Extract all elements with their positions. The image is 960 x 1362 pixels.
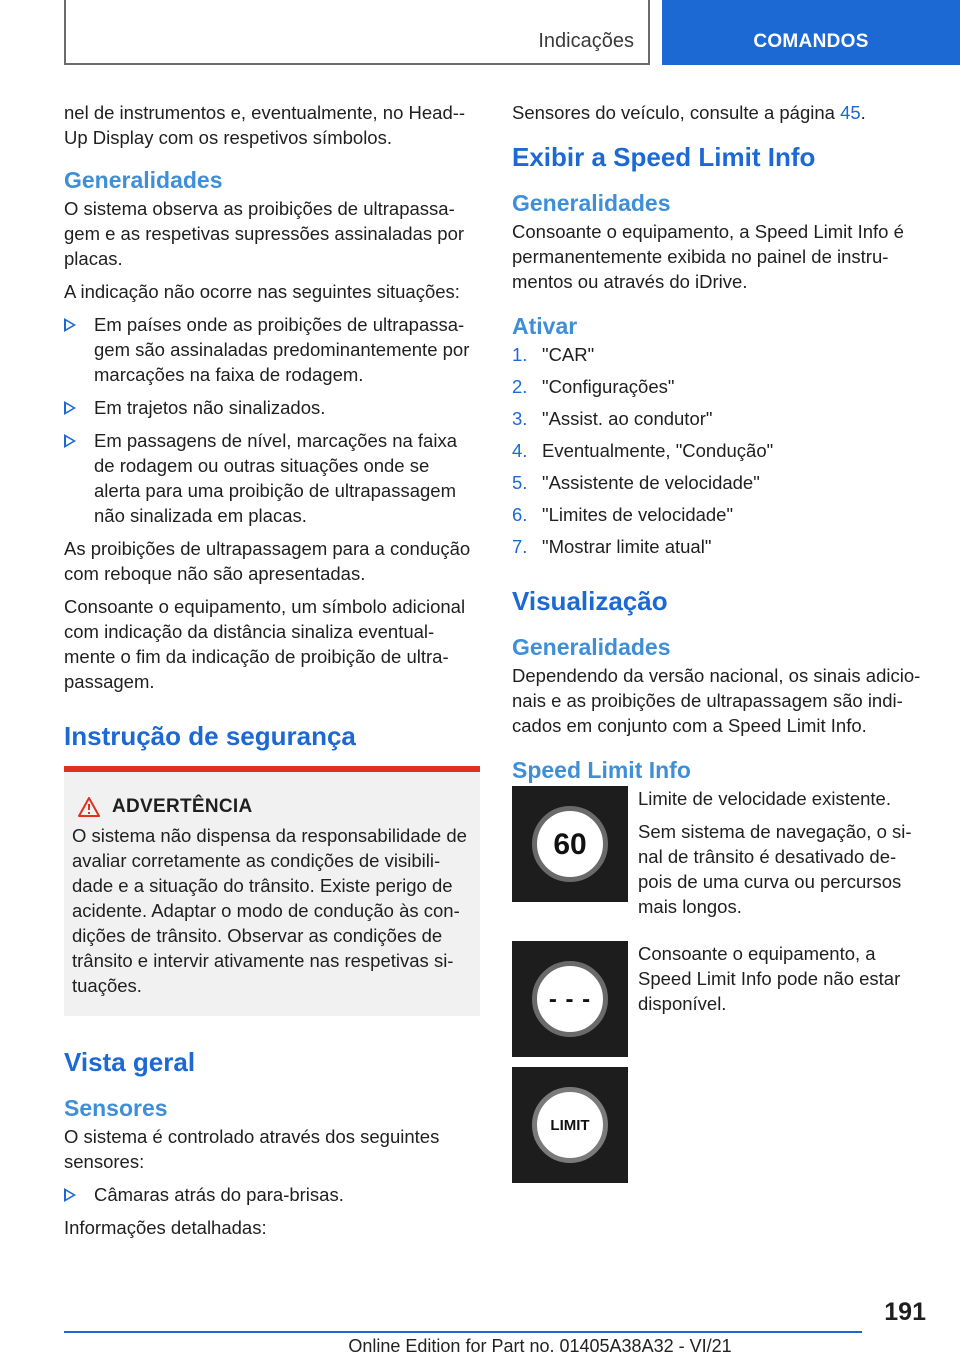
generalidades-heading: Generalidades xyxy=(64,167,223,193)
sli-item-speed xyxy=(512,786,928,927)
speed-limit-60-icon: 60 xyxy=(512,786,628,902)
bullet-arrow-icon xyxy=(64,1188,76,1202)
list-item: 1. "CAR" xyxy=(512,344,595,365)
list-item: Câmaras atrás do para-brisas. xyxy=(64,1182,480,1207)
symbol-paragraph: Consoante o equipamento, um símbolo adicional com indicação da distância sinaliza eventual-mente o fim da indicação de proibição de ultra-passagem. xyxy=(64,596,466,692)
page-number: 191 xyxy=(884,1298,926,1326)
sli-text: Sem sistema de navegação, o si-nal de trânsito é desativado de-pois de uma curva ou percursos mais longos. xyxy=(638,821,912,917)
sensors-paragraph: O sistema é controlado através dos seguintes sensores: xyxy=(64,1126,440,1172)
safety-heading: Instrução de segurança xyxy=(64,721,356,751)
sli-item-unavailable xyxy=(512,941,928,1057)
visualization-heading: Visualização xyxy=(512,586,668,616)
sensors-heading: Sensores xyxy=(64,1095,168,1121)
list-item: 6. "Limites de velocidade" xyxy=(512,504,734,525)
situations-intro: A indicação não ocorre nas seguintes situações: xyxy=(64,281,460,302)
warning-triangle-icon xyxy=(78,797,100,817)
limit-icon: LIMIT xyxy=(512,1067,628,1183)
list-item: Em países onde as proibições de ultrapassa-gem são assinaladas predominantemente por marcações na faixa de rodagem. xyxy=(64,312,480,387)
header-chapter-label: COMANDOS xyxy=(753,31,869,52)
warning-box xyxy=(64,766,480,1016)
list-item: 7. "Mostrar limite atual" xyxy=(512,536,712,557)
sensors-reference: Sensores do veículo, consulte a página 45. xyxy=(512,102,866,123)
left-column xyxy=(64,100,480,1248)
header-chapter-tab xyxy=(662,0,960,65)
bullet-arrow-icon xyxy=(64,401,76,415)
warning-text: O sistema não dispensa da responsabilidade de avaliar corretamente as condições de visibili-dade e a situação do trânsito. Existe perigo de acidente. Adaptar o modo de condução às con-dições de trânsito. Observar as condições de trânsito e intervir ativamente nas respetivas si-tuações. xyxy=(72,825,467,996)
bullet-arrow-icon xyxy=(64,318,76,332)
sli-text: Limite de velocidade existente. xyxy=(638,788,891,809)
sli-heading: Speed Limit Info xyxy=(512,757,691,783)
list-item: 2. "Configurações" xyxy=(512,376,675,397)
sli-text: Consoante o equipamento, a Speed Limit Info pode não estar disponível. xyxy=(638,943,901,1014)
generalidades-paragraph: Consoante o equipamento, a Speed Limit Info é permanentemente exibida no painel de instru-mentos ou através do iDrive. xyxy=(512,221,904,292)
generalidades-paragraph: O sistema observa as proibições de ultrapassa-gem e as respetivas supressões assinaladas por placas. xyxy=(64,198,465,269)
details-label: Informações detalhadas: xyxy=(64,1217,267,1238)
visualization-paragraph: Dependendo da versão nacional, os sinais adicio-nais e as proibições de ultrapassagem são indi-cados em conjunto com a Speed Limit Info. xyxy=(512,665,921,736)
bullet-arrow-icon xyxy=(64,434,76,448)
generalidades-heading: Generalidades xyxy=(512,634,671,660)
list-item: 5. "Assistente de velocidade" xyxy=(512,472,760,493)
trailer-paragraph: As proibições de ultrapassagem para a condução com reboque não são apresentadas. xyxy=(64,538,471,584)
speed-limit-unavailable-icon: - - - xyxy=(512,941,628,1057)
activate-heading: Ativar xyxy=(512,313,578,339)
list-item: 3. "Assist. ao condutor" xyxy=(512,408,713,429)
header-section-label: Indicações xyxy=(538,30,634,52)
footer-rule xyxy=(64,1331,862,1333)
warning-title: ADVERTÊNCIA xyxy=(112,796,253,817)
generalidades-heading: Generalidades xyxy=(512,190,671,216)
overview-heading: Vista geral xyxy=(64,1047,196,1077)
list-item: Em trajetos não sinalizados. xyxy=(64,395,480,420)
header-section-tab xyxy=(64,0,650,65)
page-link[interactable]: 45 xyxy=(840,102,861,123)
intro-paragraph: nel de instrumentos e, eventualmente, no Head--Up Display com os respetivos símbolos. xyxy=(64,102,466,148)
right-column xyxy=(512,100,928,1191)
list-item: 4. Eventualmente, "Condução" xyxy=(512,440,774,461)
edition-note: Online Edition for Part no. 01405A38A32 - VI/21 xyxy=(348,1336,732,1356)
sli-item-limit xyxy=(512,1067,928,1183)
list-item: Em passagens de nível, marcações na faixa de rodagem ou outras situações onde se alerta para uma proibição de ultrapassagem não sinalizada em placas. xyxy=(64,428,480,528)
show-sli-heading: Exibir a Speed Limit Info xyxy=(512,142,816,172)
